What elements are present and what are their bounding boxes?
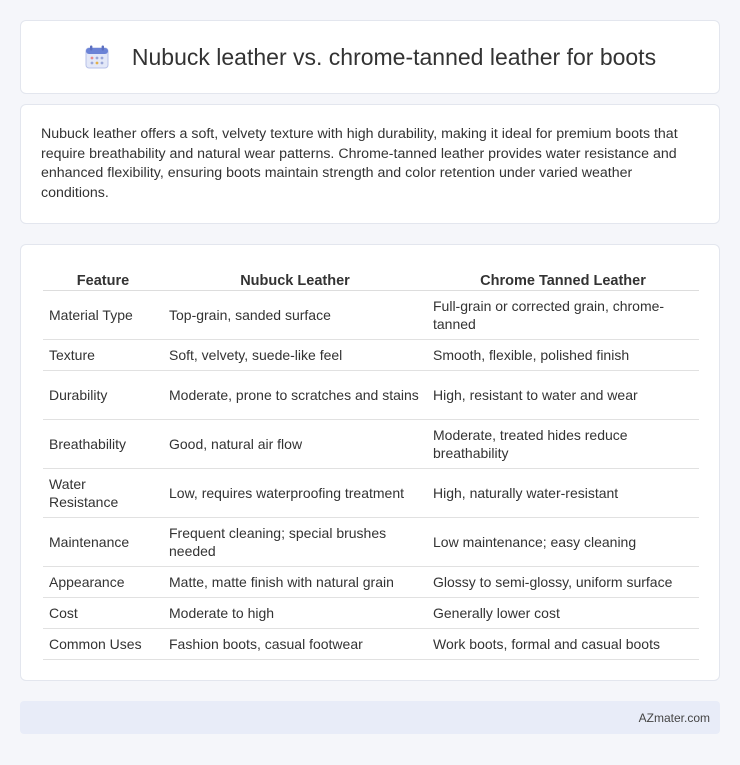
footer-bar [20,701,720,734]
cell-nubuck: Soft, velvety, suede-like feel [163,340,427,371]
cell-nubuck: Matte, matte finish with natural grain [163,567,427,598]
cell-chrome: Glossy to semi-glossy, uniform surface [427,567,699,598]
cell-nubuck: Top-grain, sanded surface [163,291,427,340]
description-card [20,104,720,224]
cell-chrome: High, resistant to water and wear [427,371,699,420]
table-row [43,420,699,469]
cell-chrome: Work boots, formal and casual boots [427,629,699,660]
cell-chrome: Smooth, flexible, polished finish [427,340,699,371]
table-row [43,371,699,420]
cell-chrome: Low maintenance; easy cleaning [427,518,699,567]
comparison-table [43,265,699,660]
cell-chrome: Full-grain or corrected grain, chrome-tanned [427,291,699,340]
cell-nubuck: Low, requires waterproofing treatment [163,469,427,518]
cell-nubuck: Good, natural air flow [163,420,427,469]
cell-nubuck: Moderate to high [163,598,427,629]
calendar-icon [84,44,110,70]
cell-feature: Material Type [43,291,163,340]
cell-chrome: Generally lower cost [427,598,699,629]
cell-chrome: Moderate, treated hides reduce breathability [427,420,699,469]
table-row [43,291,699,340]
cell-feature: Appearance [43,567,163,598]
page-title: Nubuck leather vs. chrome-tanned leather for boots [131,43,657,70]
title-card [20,20,720,94]
cell-feature: Cost [43,598,163,629]
cell-nubuck: Moderate, prone to scratches and stains [163,371,427,420]
header-chrome: Chrome Tanned Leather [427,265,699,291]
comparison-table-card [20,244,720,681]
cell-nubuck: Fashion boots, casual footwear [163,629,427,660]
footer-source-text: AZmater.com [638,710,710,725]
table-row [43,598,699,629]
cell-feature: Maintenance [43,518,163,567]
table-row [43,469,699,518]
cell-feature: Breathability [43,420,163,469]
table-row [43,340,699,371]
cell-feature: Durability [43,371,163,420]
cell-feature: Common Uses [43,629,163,660]
table-row [43,518,699,567]
table-header-row [43,265,699,291]
header-feature: Feature [43,265,163,291]
description-text: Nubuck leather offers a soft, velvety texture with high durability, making it ideal for premium boots that require breathability and natural wear patterns. Chrome-tanned leather provides water resistance and enhanced flexibility, ensuring boots maintain strength and color retention under varied weather conditions. [41,126,678,201]
cell-feature: Water Resistance [43,469,163,518]
cell-feature: Texture [43,340,163,371]
header-nubuck: Nubuck Leather [163,265,427,291]
cell-nubuck: Frequent cleaning; special brushes needed [163,518,427,567]
table-row [43,567,699,598]
table-row [43,629,699,660]
cell-chrome: High, naturally water-resistant [427,469,699,518]
